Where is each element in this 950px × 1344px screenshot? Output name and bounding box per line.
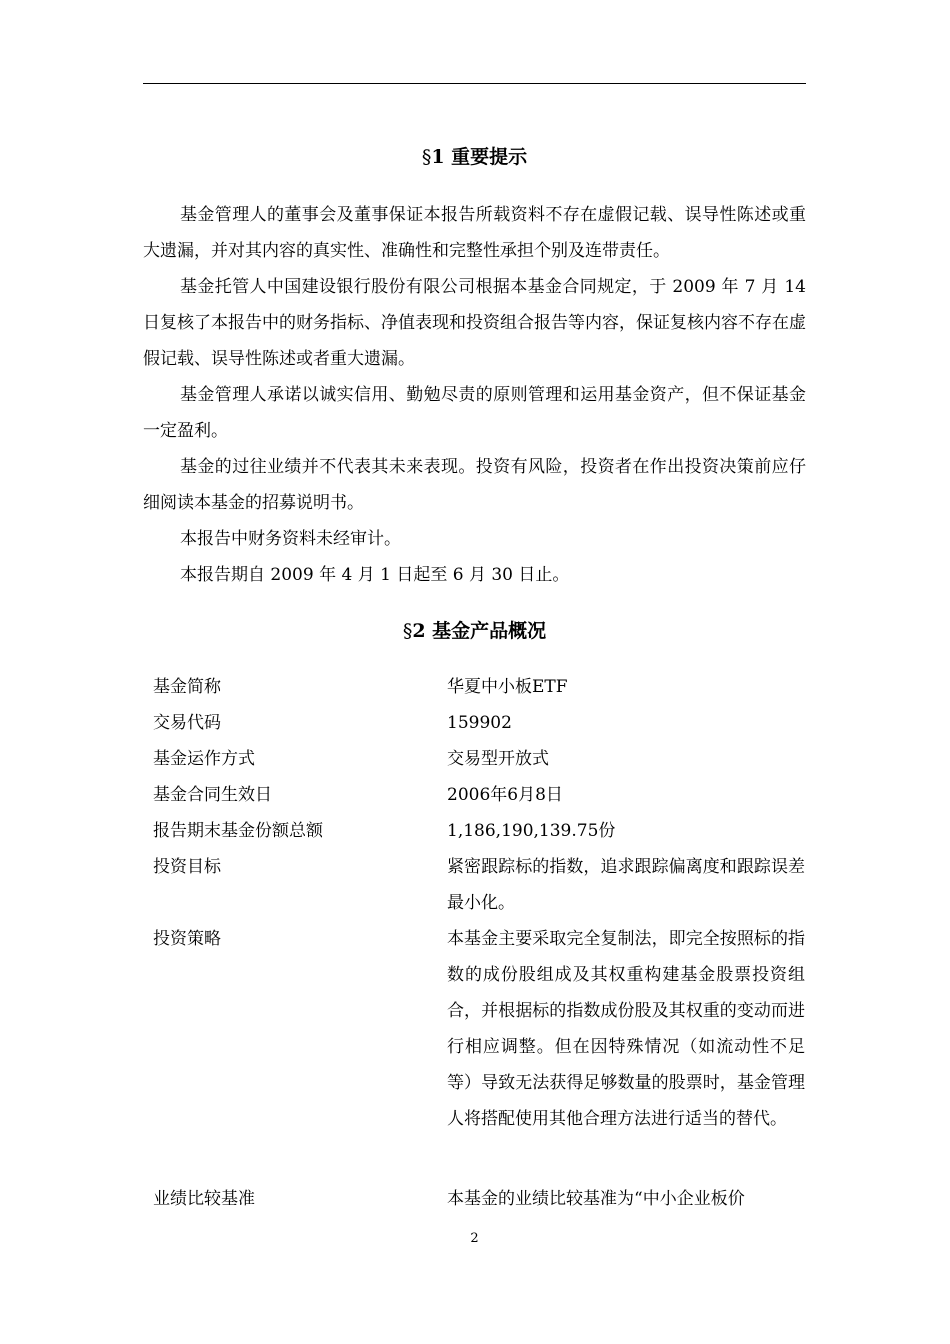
table-row	[153, 777, 806, 813]
section-symbol: §	[402, 620, 413, 642]
section-1-paragraph-4: 基金的过往业绩并不代表其未来表现。投资有风险，投资者在作出投资决策前应仔细阅读本基金的招募说明书。	[143, 457, 806, 513]
table-row	[153, 669, 806, 705]
row-value: 1,186,190,139.75份	[447, 821, 616, 841]
row-label: 基金运作方式	[153, 749, 255, 769]
section-symbol: §	[421, 146, 432, 168]
section-1-paragraph-2: 基金托管人中国建设银行股份有限公司根据本基金合同规定，于 2009 年 7 月 14 日复核了本报告中的财务指标、净值表现和投资组合报告等内容，保证复核内容不存在虚假记载、误导性陈述或者重大遗漏。	[143, 277, 806, 369]
section-1-title: 1 重要提示	[431, 146, 528, 168]
header-rule	[143, 83, 806, 84]
row-value: 本基金主要采取完全复制法，即完全按照标的指数的成份股组成及其权重构建基金股票投资组合，并根据标的指数成份股及其权重的变动而进行相应调整。但在因特殊情况（如流动性不足等）导致无法获得足够数量的股票时，基金管理人将搭配使用其他合理方法进行适当的替代。	[447, 929, 805, 1129]
row-value: 紧密跟踪标的指数，追求跟踪偏离度和跟踪误差最小化。	[447, 857, 805, 913]
section-1-paragraph-6: 本报告期自 2009 年 4 月 1 日起至 6 月 30 日止。	[180, 565, 570, 585]
row-value: 2006年6月8日	[447, 785, 563, 805]
row-label: 业绩比较基准	[153, 1189, 255, 1209]
section-2-title: 2 基金产品概况	[412, 620, 547, 642]
row-label: 报告期末基金份额总额	[153, 821, 323, 841]
row-label: 基金合同生效日	[153, 785, 272, 805]
section-1-paragraph-1: 基金管理人的董事会及董事保证本报告所载资料不存在虚假记载、误导性陈述或重大遗漏，并对其内容的真实性、准确性和完整性承担个别及连带责任。	[143, 205, 806, 261]
table-row	[153, 705, 806, 741]
table-row	[153, 849, 806, 921]
table-row	[153, 921, 806, 1137]
row-label: 投资策略	[153, 929, 221, 949]
table-row	[153, 1181, 806, 1217]
table-row	[153, 813, 806, 849]
row-label: 交易代码	[153, 713, 221, 733]
section-1-paragraph-5: 本报告中财务资料未经审计。	[180, 529, 401, 549]
row-value: 159902	[447, 713, 512, 733]
page-number: 2	[470, 1231, 479, 1246]
section-1-heading	[143, 143, 806, 171]
section-1-paragraph-3: 基金管理人承诺以诚实信用、勤勉尽责的原则管理和运用基金资产，但不保证基金一定盈利。	[143, 385, 806, 441]
row-label: 基金简称	[153, 677, 221, 697]
row-label: 投资目标	[153, 857, 221, 877]
row-value: 交易型开放式	[447, 749, 549, 769]
section-2-heading	[143, 617, 806, 645]
table-row	[153, 741, 806, 777]
row-value: 本基金的业绩比较基准为“中小企业板价	[447, 1189, 745, 1209]
row-value: 华夏中小板ETF	[447, 677, 568, 697]
